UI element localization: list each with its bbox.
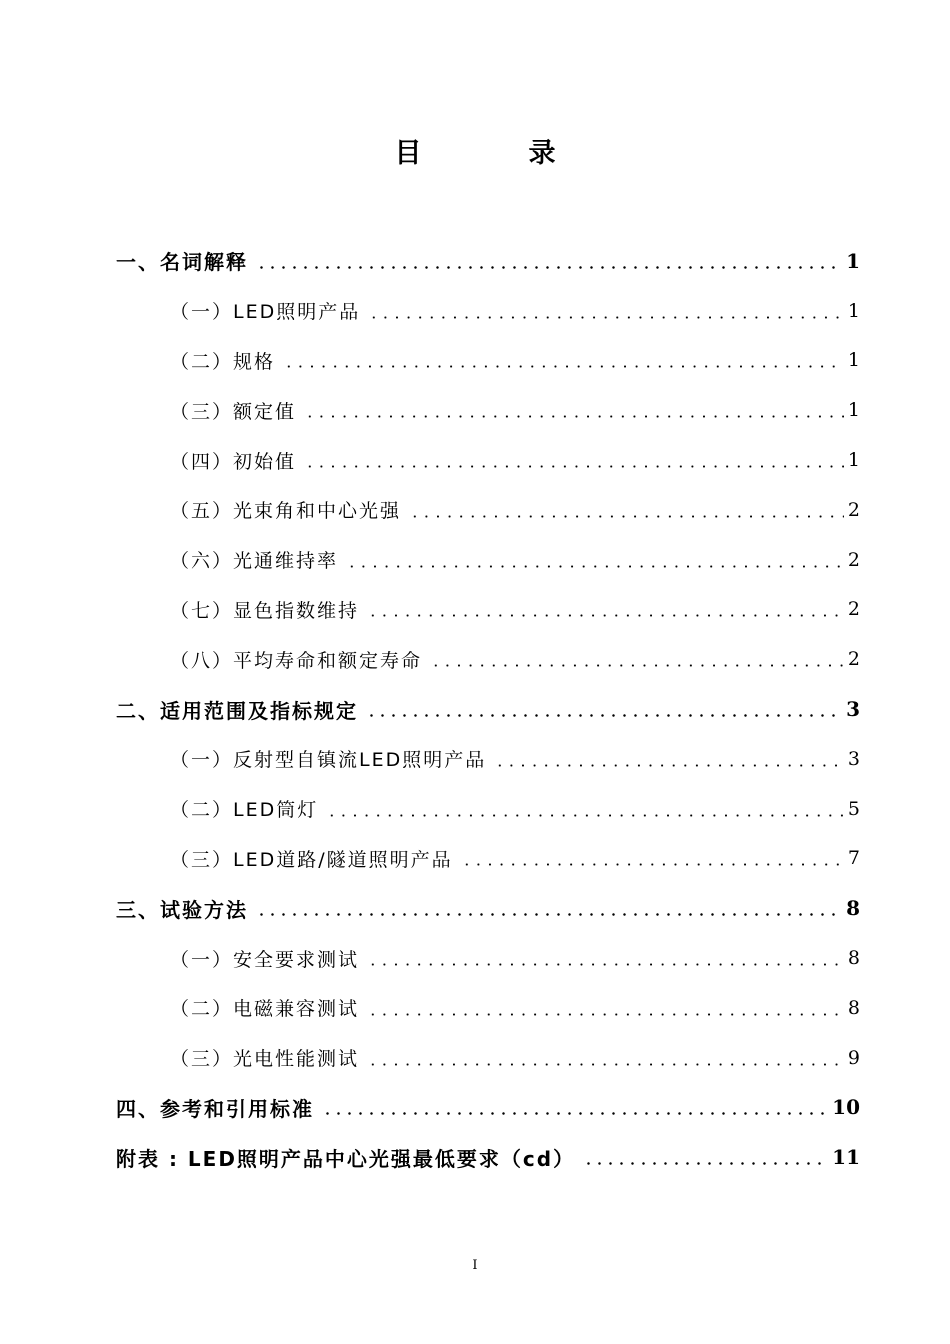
toc-entry-label: （七）显色指数维持 <box>170 599 360 622</box>
toc-subsection-entry[interactable] <box>116 485 860 535</box>
toc-dot-leader <box>583 1145 828 1169</box>
toc-entry-page-number: 11 <box>832 1145 860 1170</box>
toc-subsection-entry[interactable] <box>116 286 860 336</box>
toc-dot-leader <box>326 797 844 821</box>
toc-entry-label: 附表 : LED照明产品中心光强最低要求（cd） <box>116 1146 576 1171</box>
toc-entry-page-number: 1 <box>847 299 860 322</box>
toc-entry-page-number: 2 <box>847 648 860 671</box>
toc-entry-label: （八）平均寿命和额定寿命 <box>170 649 423 672</box>
toc-entry-page-number: 5 <box>847 797 860 820</box>
toc-subsection-entry[interactable] <box>116 535 860 585</box>
toc-subsection-entry[interactable] <box>116 784 860 834</box>
table-of-contents <box>116 236 860 1182</box>
toc-entry-page-number: 1 <box>847 399 860 422</box>
toc-entry-label: （五）光束角和中心光强 <box>170 500 402 523</box>
toc-dot-leader <box>368 299 844 323</box>
toc-section-entry[interactable] <box>116 236 860 286</box>
toc-entry-page-number: 9 <box>847 1046 860 1069</box>
toc-dot-leader <box>461 846 844 870</box>
toc-dot-leader <box>366 697 842 721</box>
toc-entry-label: （二）电磁兼容测试 <box>170 998 360 1021</box>
toc-entry-label: 三、试验方法 <box>116 897 248 922</box>
toc-entry-page-number: 3 <box>847 747 860 770</box>
toc-subsection-entry[interactable] <box>116 435 860 485</box>
toc-entry-page-number: 2 <box>847 498 860 521</box>
toc-subsection-entry[interactable] <box>116 983 860 1033</box>
toc-entry-page-number: 8 <box>847 947 860 970</box>
toc-entry-page-number: 1 <box>847 449 860 472</box>
footer-page-number: I <box>472 1258 478 1273</box>
toc-dot-leader <box>283 348 844 372</box>
toc-entry-label: （三）光电性能测试 <box>170 1048 360 1071</box>
toc-entry-page-number: 10 <box>832 1095 860 1120</box>
toc-dot-leader <box>409 498 844 522</box>
toc-dot-leader <box>256 249 842 273</box>
toc-dot-leader <box>304 398 844 422</box>
toc-subsection-entry[interactable] <box>116 385 860 435</box>
toc-dot-leader <box>304 448 844 472</box>
toc-entry-label: （六）光通维持率 <box>170 550 339 573</box>
toc-subsection-entry[interactable] <box>116 585 860 635</box>
toc-entry-page-number: 2 <box>847 548 860 571</box>
toc-entry-page-number: 2 <box>847 598 860 621</box>
toc-entry-label: （二）规格 <box>170 350 276 373</box>
toc-dot-leader <box>494 747 844 771</box>
toc-entry-label: （三）额定值 <box>170 400 297 423</box>
toc-entry-page-number: 3 <box>846 697 860 722</box>
toc-subsection-entry[interactable] <box>116 734 860 784</box>
toc-subsection-entry[interactable] <box>116 634 860 684</box>
toc-section-entry[interactable] <box>116 1132 860 1182</box>
toc-entry-label: （一）LED照明产品 <box>170 301 361 324</box>
toc-entry-page-number: 1 <box>846 248 860 273</box>
toc-entry-label: 二、适用范围及指标规定 <box>116 698 358 723</box>
toc-entry-page-number: 7 <box>847 847 860 870</box>
toc-entry-label: （一）安全要求测试 <box>170 948 360 971</box>
toc-subsection-entry[interactable] <box>116 834 860 884</box>
toc-dot-leader <box>367 1046 844 1070</box>
toc-section-entry[interactable] <box>116 883 860 933</box>
toc-entry-label: 四、参考和引用标准 <box>116 1096 314 1121</box>
toc-entry-page-number: 8 <box>847 996 860 1019</box>
toc-dot-leader <box>367 946 844 970</box>
page-title: 目 录 <box>394 138 596 169</box>
toc-entry-page-number: 1 <box>847 349 860 372</box>
toc-entry-page-number: 8 <box>846 896 860 921</box>
toc-dot-leader <box>322 1095 828 1119</box>
toc-subsection-entry[interactable] <box>116 933 860 983</box>
toc-section-entry[interactable] <box>116 684 860 734</box>
toc-dot-leader <box>367 597 844 621</box>
toc-entry-label: （一）反射型自镇流LED照明产品 <box>170 749 487 772</box>
toc-entry-label: （二）LED筒灯 <box>170 799 319 822</box>
toc-dot-leader <box>430 647 844 671</box>
toc-entry-label: （三）LED道路/隧道照明产品 <box>170 848 453 871</box>
toc-dot-leader <box>367 996 844 1020</box>
toc-dot-leader <box>346 548 844 572</box>
toc-section-entry[interactable] <box>116 1083 860 1133</box>
toc-subsection-entry[interactable] <box>116 1033 860 1083</box>
toc-entry-label: （四）初始值 <box>170 450 297 473</box>
toc-entry-label: 一、名词解释 <box>116 250 248 275</box>
toc-subsection-entry[interactable] <box>116 336 860 386</box>
toc-dot-leader <box>256 896 842 920</box>
